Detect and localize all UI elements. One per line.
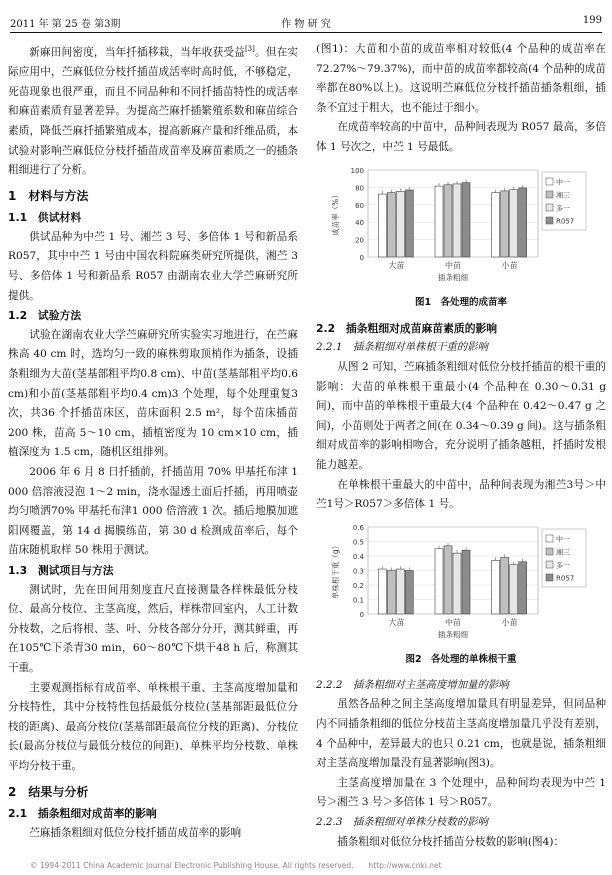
page-header bbox=[10, 15, 602, 31]
bar bbox=[453, 183, 461, 256]
figure-2-chart bbox=[316, 519, 606, 641]
paragraph-2-1-b: 在成苗率较高的中苗中，品种间表现为 R057 最高，多倍体 1 号次之，中苎 1 号最低。 bbox=[316, 121, 606, 153]
y-tick-label: 0.2 bbox=[352, 581, 364, 590]
bar bbox=[396, 569, 404, 614]
section-heading-1-1: 1.1 供试材料 bbox=[8, 211, 82, 225]
paragraph-2-2-1b: 在单株根干重最大的中苗中，品种间表现为湘苎3号＞中苎1号＞R057＞多倍体 1 号。 bbox=[316, 478, 606, 511]
legend-swatch bbox=[546, 191, 553, 198]
header-rule bbox=[10, 32, 602, 33]
y-axis-label: 成苗率（%） bbox=[331, 190, 340, 236]
y-tick-label: 0.5 bbox=[352, 538, 364, 547]
x-tick-label: 小苗 bbox=[501, 260, 518, 270]
bar bbox=[378, 569, 386, 614]
section-heading-2-1: 2.1 插条粗细对成苗率的影响 bbox=[8, 807, 157, 821]
paragraph-2-2-1: 从图 2 可知，苎麻插条粗细对低位分枝扦插苗的根干重的影响：大苗的单株根干重最小(4 个品种在 0.30～0.31 g 间)，而中苗的单株根干重最大(4 个品种在 0.42～0.47 g 之间)，小苗则处于两者之间(在 0.34～0.39 g 间)。这与插条粗细对成苗率的影响相吻合，充分说明了插条越粗，扦插时发根能力越差。 bbox=[316, 360, 606, 471]
y-tick-label: 0.3 bbox=[352, 567, 364, 576]
x-tick-label: 中苗 bbox=[445, 260, 461, 270]
figure-1 bbox=[316, 162, 606, 292]
page-number: 199 bbox=[582, 15, 602, 26]
legend-entry: 中一 bbox=[556, 178, 570, 187]
x-axis-label: 插条粗细 bbox=[438, 629, 468, 639]
y-tick-label: 0.4 bbox=[352, 552, 364, 561]
x-tick-label: 小苗 bbox=[501, 617, 518, 627]
bar bbox=[501, 557, 509, 614]
bar bbox=[462, 182, 470, 256]
bar bbox=[378, 194, 386, 257]
paragraph-2-2-2b: 主茎高度增加量在 3 个处理中，品种间均表现为中苎 1 号＞湘苎 3 号＞多倍体 1 号＞R057。 bbox=[316, 776, 606, 809]
y-tick-label: 0.6 bbox=[352, 523, 364, 532]
paragraph-1-2a: 试验在湖南农业大学苎麻研究所实验实习地进行，在苎麻株高 40 cm 时，选均匀一致的麻株剪取顶梢作为插条，设插条粗细为大苗(茎基部粗平均0.8 cm)、中苗(茎基部粗平均0.6 cm)和小苗(茎基部粗平均0.4 cm)3 个处理，每个处理重复3 次，共36 个扦插苗床区，苗床面积 2.5 m²，每个苗床插苗 200 株，苗高 5～10 cm，插植密度为 10 cm×10 cm，插植深度为 1.5 cm，随机区组排列。 bbox=[8, 328, 298, 459]
bar bbox=[405, 570, 413, 614]
x-tick-label: 大苗 bbox=[388, 617, 405, 627]
x-tick-label: 中苗 bbox=[445, 617, 461, 627]
bar bbox=[492, 192, 500, 256]
y-tick-label: 60 bbox=[355, 201, 364, 210]
bar bbox=[492, 560, 500, 614]
right-column bbox=[316, 40, 606, 852]
figure-2-caption: 图2 各处理的单株根干重 bbox=[405, 654, 517, 666]
left-column bbox=[8, 40, 298, 843]
legend-entry: 多一 bbox=[556, 204, 570, 213]
bar bbox=[444, 184, 452, 256]
figure-2 bbox=[316, 519, 606, 649]
section-heading-1-2: 1.2 试验方法 bbox=[8, 309, 82, 323]
legend-entry: R057 bbox=[556, 574, 575, 583]
section-heading-1-3: 1.3 测试项目与方法 bbox=[8, 563, 114, 577]
legend-swatch bbox=[546, 204, 553, 211]
legend-entry: 湘三 bbox=[556, 191, 570, 200]
bar bbox=[405, 190, 413, 257]
bar bbox=[510, 564, 518, 613]
paragraph-2-2-2: 虽然各品种之间主茎高度增加量具有明显差异，但同品种内不同插条粗细的低位分枝苗主茎高度增加量几乎没有差别，4 个品种中，差异最大的也只 0.21 cm，也就是说，插条粗细对主茎高度增加量没有显著影响(图3)。 bbox=[316, 698, 606, 770]
y-tick-label: 0 bbox=[359, 253, 364, 262]
intro-paragraph bbox=[8, 40, 298, 181]
bar bbox=[435, 186, 443, 257]
bar bbox=[387, 570, 395, 614]
x-axis-label: 插条粗细 bbox=[438, 272, 468, 282]
legend bbox=[542, 529, 586, 587]
bar bbox=[519, 187, 527, 256]
paragraph-2-1-cont: (图1)：大苗和小苗的成苗率相对较低(4 个品种的成苗率在72.27%～79.37%)，而中苗的成苗率都较高(4 个品种的成苗率都在80%以上)。这说明苎麻低位分枝扦插苗插条粗细，插条不宜过于粗大，也不能过于细小。 bbox=[316, 43, 606, 114]
legend-swatch bbox=[546, 217, 553, 224]
bar bbox=[444, 546, 452, 614]
bar bbox=[453, 553, 461, 614]
legend-swatch bbox=[546, 178, 553, 185]
section-heading-2-2: 2.2 插条粗细对成苗麻苗素质的影响 bbox=[316, 321, 498, 335]
y-tick-label: 80 bbox=[355, 183, 364, 192]
legend-swatch bbox=[546, 574, 553, 581]
legend-entry: 多一 bbox=[556, 561, 570, 570]
section-heading-2-2-1: 2.2.1 插条粗细对单株根干重的影响 bbox=[316, 341, 488, 354]
figure-1-caption: 图1 各处理的成苗率 bbox=[414, 297, 508, 309]
section-heading-2-2-2: 2.2.2 插条粗细对主茎高度增加量的影响 bbox=[316, 678, 509, 691]
bar bbox=[396, 191, 404, 257]
citation-ref[interactable]: [3] bbox=[244, 45, 255, 53]
paragraph-2-1: 苎麻插条粗细对低位分枝扦插苗成苗率的影响 bbox=[29, 826, 242, 839]
bar bbox=[510, 189, 518, 256]
legend-entry: R057 bbox=[556, 217, 575, 226]
paragraph-1-2b: 2006 年 6 月 8 日扦插前，扦插苗用 70% 甲基托布津 1 000 倍溶液浸泡 1～2 min，浇水湿透土面后扦插，再用喷壶均匀喷洒70% 甲基托布津1 000 倍溶液 1 次。插后地膜加遮阳网覆盖，第 14 d 揭膜练苗，第 30 d 检测成苗率后，每个苗床随机取样 50 株用于测试。 bbox=[8, 466, 298, 557]
copyright-footer: © 1994-2011 China Academic Journal Electronic Publishing House. All rights reserved. http://www.cnki.net bbox=[30, 861, 442, 870]
bar bbox=[501, 190, 509, 256]
section-heading-2-2-3: 2.2.3 插条粗细对单株分枝数的影响 bbox=[316, 816, 488, 829]
intro-text-rest: 。但在实际应用中，苎麻低位分枝扦插苗成活率时高时低，不够稳定，死苗现象也很严重，而且不同品种和不同扦插苗特性的成活率和麻苗素质有显著差异。为提高苎麻扦插繁殖系数和麻苗综合素质，降低苎麻扦插繁殖成本，提高新麻产量和纤维品质，本试验对影响苎麻低位分枝扦插苗成苗率及麻苗素质之一的插条粗细进行了分析。 bbox=[8, 46, 299, 177]
y-tick-label: 0 bbox=[359, 610, 364, 619]
paragraph-1-3b: 主要观测指标有成苗率、单株根干重、主茎高度增加量和分枝特性，其中分枝特性包括最低分枝位(茎基部距最低位分枝的距离)、最高分枝位(茎基部距最高位分枝的距离)、分枝位长(最高分枝位与最低分枝位的间距)、单株平均分枝数、单株平均分枝干重。 bbox=[8, 681, 298, 772]
y-tick-label: 0.1 bbox=[352, 596, 364, 605]
legend-entry: 中一 bbox=[556, 535, 570, 544]
bar bbox=[462, 550, 470, 614]
legend-entry: 湘三 bbox=[556, 548, 570, 557]
intro-text: 新麻田间密度，当年扦插移栽，当年收获受益 bbox=[29, 46, 245, 59]
legend-swatch bbox=[546, 535, 553, 542]
journal-title: 作 物 研 究 bbox=[281, 19, 331, 30]
bar bbox=[519, 561, 527, 613]
section-heading-2: 2 结果与分析 bbox=[8, 784, 89, 799]
figure-1-chart bbox=[316, 162, 606, 284]
paragraph-1-1: 供试品种为中苎 1 号、湘苎 3 号、多倍体 1 号和新品系 R057，其中中苎 1 号由中国农科院麻类研究所提供，湘苎 3 号、多倍体 1 号和新品系 R057 由湖南农业大学苎麻研究所提供。 bbox=[8, 230, 298, 302]
journal-issue: 2011 年 第 25 卷 第3期 bbox=[10, 19, 121, 30]
y-tick-label: 20 bbox=[355, 236, 364, 245]
legend-swatch bbox=[546, 548, 553, 555]
y-tick-label: 40 bbox=[355, 218, 364, 227]
y-axis-label: 单株根干重（g） bbox=[331, 541, 340, 599]
paragraph-2-2-3: 插条粗细对低位分枝扦插苗分枝数的影响(图4)： bbox=[337, 835, 565, 848]
legend-swatch bbox=[546, 561, 553, 568]
section-heading-1: 1 材料与方法 bbox=[8, 188, 89, 203]
paragraph-1-3a: 测试时，先在田间用刻度直尺直接测量各样株最低分枝位、最高分枝位、主茎高度，然后，样株带回室内，人工计数分枝数，之后将根、茎、叶、分枝各部分分开，测其鲜重，再在105℃下杀青30 min，60～80℃下烘干48 h 后，称测其干重。 bbox=[8, 583, 298, 674]
y-tick-label: 100 bbox=[350, 166, 364, 175]
bar bbox=[435, 548, 443, 613]
legend bbox=[542, 172, 586, 230]
x-tick-label: 大苗 bbox=[388, 260, 405, 270]
bar bbox=[387, 192, 395, 256]
